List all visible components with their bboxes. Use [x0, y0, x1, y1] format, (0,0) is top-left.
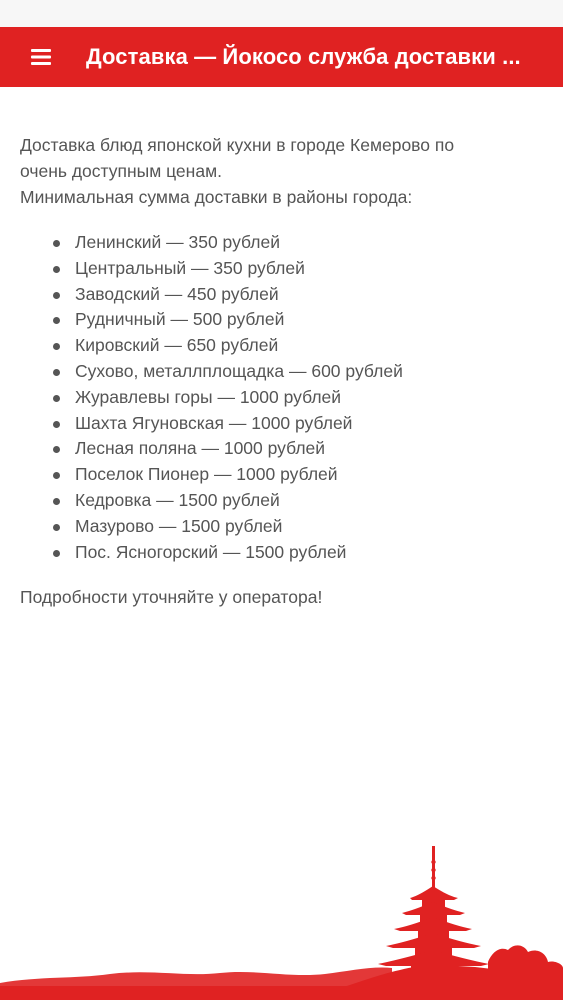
bullet-icon: [53, 369, 60, 376]
area-label: Мазурово — 1500 рублей: [75, 515, 283, 536]
bullet-icon: [53, 395, 60, 402]
list-item: [20, 462, 545, 488]
list-item: [20, 333, 545, 359]
area-label: Пос. Ясногорский — 1500 рублей: [75, 541, 347, 562]
bullet-icon: [53, 421, 60, 428]
area-label: Кировский — 650 рублей: [75, 335, 279, 356]
area-label: Журавлевы горы — 1000 рублей: [75, 386, 342, 407]
bullet-icon: [53, 446, 60, 453]
intro-line: Минимальная сумма доставки в районы города:: [20, 187, 413, 207]
area-label: Рудничный — 500 рублей: [75, 309, 285, 330]
list-item: [20, 411, 545, 437]
app-header: [0, 27, 563, 87]
list-item: [20, 256, 545, 282]
operator-note: Подробности уточняйте у оператора!: [20, 587, 323, 608]
delivery-info: [20, 132, 545, 610]
bullet-icon: [53, 550, 60, 557]
intro-text: [20, 132, 545, 210]
list-item: [20, 540, 545, 566]
area-label: Шахта Ягуновская — 1000 рублей: [75, 412, 353, 433]
bullet-icon: [53, 472, 60, 479]
list-item: [20, 514, 545, 540]
area-label: Заводский — 450 рублей: [75, 283, 279, 304]
bullet-icon: [53, 498, 60, 505]
delivery-areas-list: [20, 230, 545, 565]
list-item: [20, 282, 545, 308]
bullet-icon: [53, 317, 60, 324]
list-item: [20, 385, 545, 411]
bullet-icon: [53, 292, 60, 299]
list-item: [20, 488, 545, 514]
pagoda-silhouette-icon: [0, 840, 563, 1000]
list-item: [20, 230, 545, 256]
intro-line: очень доступным ценам.: [20, 161, 222, 181]
area-label: Кедровка — 1500 рублей: [75, 489, 280, 510]
area-label: Поселок Пионер — 1000 рублей: [75, 464, 338, 485]
area-label: Лесная поляна — 1000 рублей: [75, 438, 326, 459]
status-bar: [0, 0, 563, 27]
hamburger-menu-icon: [31, 49, 51, 65]
list-item: [20, 436, 545, 462]
area-label: Ленинский — 350 рублей: [75, 232, 281, 252]
bullet-icon: [53, 240, 60, 247]
bullet-icon: [53, 266, 60, 273]
page-title: Доставка — Йокосо служба доставки ...: [86, 44, 521, 69]
area-label: Сухово, металлплощадка — 600 рублей: [75, 360, 403, 381]
menu-button[interactable]: [0, 27, 86, 87]
bullet-icon: [53, 524, 60, 531]
area-label: Центральный — 350 рублей: [75, 257, 305, 278]
bullet-icon: [53, 343, 60, 350]
list-item: [20, 307, 545, 333]
list-item: [20, 359, 545, 385]
intro-line: Доставка блюд японской кухни в городе Кемерово по: [20, 135, 455, 155]
